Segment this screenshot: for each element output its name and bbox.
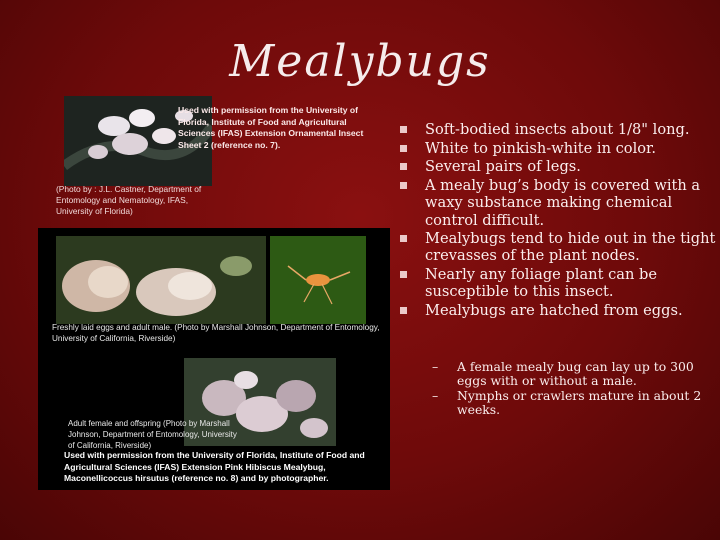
square-bullet-icon: [400, 235, 407, 242]
adult-male-photo: [270, 236, 366, 324]
bullet-item: Mealybugs are hatched from eggs.: [400, 302, 718, 319]
bullet-item: Mealybugs tend to hide out in the tight crevasses of the plant nodes.: [400, 230, 718, 264]
bullet-item: Soft-bodied insects about 1/8" long.: [400, 121, 718, 138]
eggs-photo: [56, 236, 266, 324]
bottom-figure: [38, 228, 390, 490]
sub-bullet-item: – Nymphs or crawlers mature in about 2 weeks.: [432, 388, 702, 417]
top-figure: [38, 96, 374, 218]
sub-bullet-list: [427, 360, 717, 418]
square-bullet-icon: [400, 163, 407, 170]
dash-icon: –: [432, 359, 439, 374]
square-bullet-icon: [400, 182, 407, 189]
bullet-item: Several pairs of legs.: [400, 158, 718, 175]
middle-photo-caption: Freshly laid eggs and adult male. (Photo by Marshall Johnson, Department of Entomology, University of California, Riverside): [52, 323, 380, 343]
lower-photo-caption: Adult female and offspring (Photo by Marshall Johnson, Department of Entomology, University of California, Riverside): [68, 419, 237, 450]
top-photo-credit: (Photo by : J.L. Castner, Department of Entomology and Nematology, IFAS, University of Florida): [56, 184, 202, 216]
bullet-list: [400, 121, 718, 321]
bullet-item: White to pinkish-white in color.: [400, 140, 718, 157]
square-bullet-icon: [400, 271, 407, 278]
bottom-permission-caption: Used with permission from the University of Florida, Institute of Food and Agricultural Sciences (IFAS) Extension Pink Hibiscus Mealybug, Maconellicoccus hirsutus (reference no. 8) and by photographer.: [64, 450, 365, 483]
sub-bullet-item: – A female mealy bug can lay up to 300 eggs with or without a male.: [432, 359, 694, 388]
square-bullet-icon: [400, 126, 407, 133]
dash-icon: –: [432, 388, 439, 404]
bullet-item: A mealy bug’s body is covered with a waxy substance making chemical control difficult.: [400, 177, 718, 229]
top-permission-caption: Used with permission from the University of Florida, Institute of Food and Agricultural Sciences (IFAS) Extension Ornamental Insect Sheet 2 (reference no. 7).: [178, 105, 364, 150]
square-bullet-icon: [400, 307, 407, 314]
slide-title: Mealybugs: [229, 36, 491, 87]
square-bullet-icon: [400, 145, 407, 152]
bullet-item: Nearly any foliage plant can be susceptible to this insect.: [400, 266, 718, 300]
